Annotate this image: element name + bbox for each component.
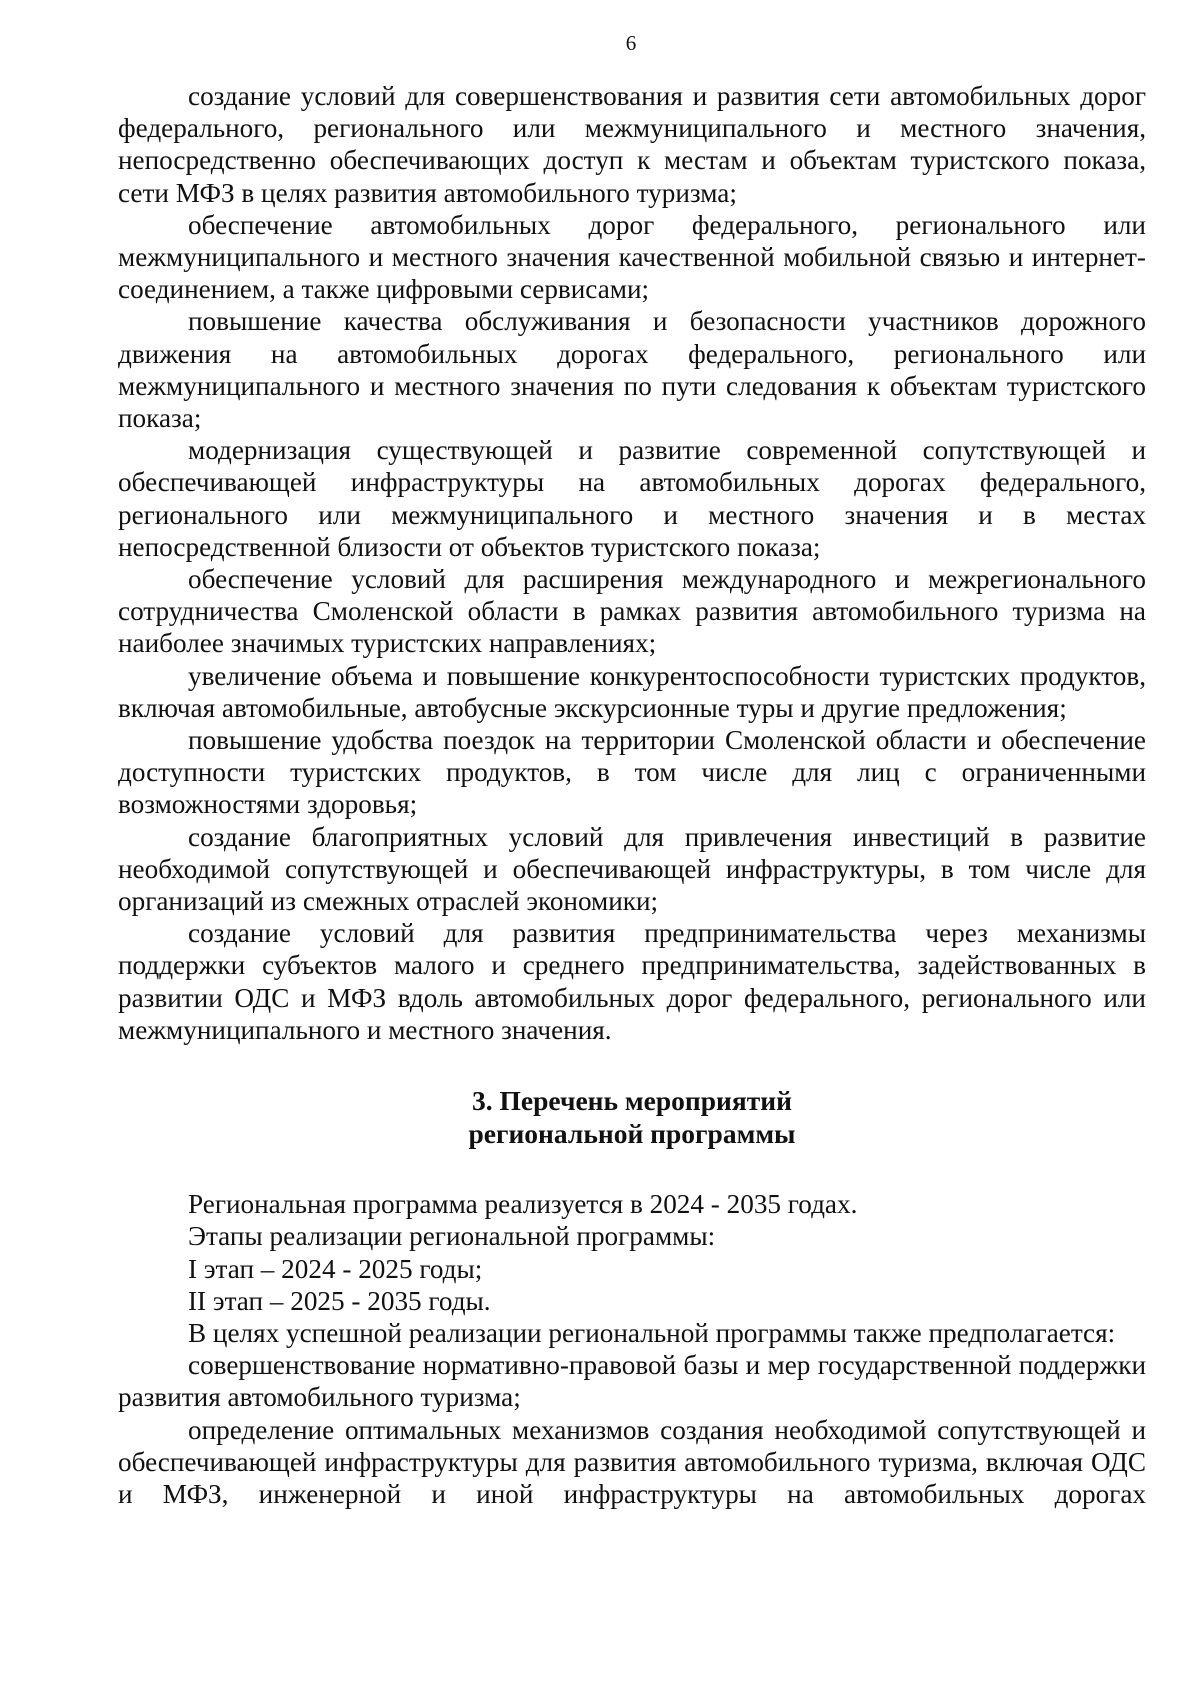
text-line: Региональная программа реализуется в 2024 - 2035 годах. (188, 1189, 858, 1220)
section-heading-line-1: 3. Перечень мероприятий (472, 1085, 792, 1117)
page-number: 6 (625, 31, 637, 55)
text-line: В целях успешной реализации региональной программы также предполагается: (188, 1317, 1116, 1348)
paragraph: создание благоприятных условий для привлечения инвестиций в развитие необходимой сопутствующей и обеспечивающей инфраструктуры, в том числе для организаций из смежных отраслей экономики; (118, 821, 1146, 917)
section-heading-line-2: региональной программы (468, 1118, 796, 1150)
paragraph: совершенствование нормативно-правовой базы и мер государственной поддержки развития автомобильного туризма; (118, 1350, 1146, 1413)
paragraph: определение оптимальных механизмов создания необходимой сопутствующей и обеспечивающей инфраструктуры для развития автомобильного туризма, включая ОДС и МФЗ, инженерной и иной инфраструктуры на автомобильных дорогах (118, 1414, 1146, 1509)
paragraph: обеспечение автомобильных дорог федерального, регионального или межмуниципального и местного значения качественной мобильной связью и интернет-соединением, а также цифровыми сервисами; (118, 209, 1146, 305)
paragraph: создание условий для развития предпринимательства через механизмы поддержки субъектов малого и среднего предпринимательства, задействованных в развитии ОДС и МФЗ вдоль автомобильных дорог федерального, регионального или межмуниципального и местного значения. (118, 918, 1146, 1045)
paragraph: увеличение объема и повышение конкурентоспособности туристских продуктов, включая автомобильные, автобусные экскурсионные туры и другие предложения; (118, 660, 1146, 723)
paragraph: повышение качества обслуживания и безопасности участников дорожного движения на автомобильных дорогах федерального, регионального или межмуниципального и местного значения по пути следования к объектам туристского показа; (118, 306, 1146, 434)
text-line: II этап – 2025 - 2035 годы. (188, 1285, 491, 1316)
text-line: I этап – 2024 - 2025 годы; (188, 1253, 483, 1284)
text-line: Этапы реализации региональной программы: (188, 1221, 716, 1252)
paragraph: модернизация существующей и развитие современной сопутствующей и обеспечивающей инфраструктуры на автомобильных дорогах федерального, регионального или межмуниципального и местного значения и в местах непосредственной близости от объектов туристского показа; (118, 435, 1146, 562)
document-body (118, 80, 1146, 1510)
paragraph: повышение удобства поездок на территории Смоленской области и обеспечение доступности туристских продуктов, в том числе для лиц с ограниченными возможностями здоровья; (118, 725, 1146, 820)
paragraph: обеспечение условий для расширения международного и межрегионального сотрудничества Смоленской области в рамках развития автомобильного туризма на наиболее значимых туристских направлениях; (118, 564, 1146, 659)
paragraph: создание условий для совершенствования и развития сети автомобильных дорог федерального, регионального или межмуниципального и местного значения, непосредственно обеспечивающих доступ к местам и объектам туристского показа, сети МФЗ в целях развития автомобильного туризма; (118, 81, 1146, 208)
